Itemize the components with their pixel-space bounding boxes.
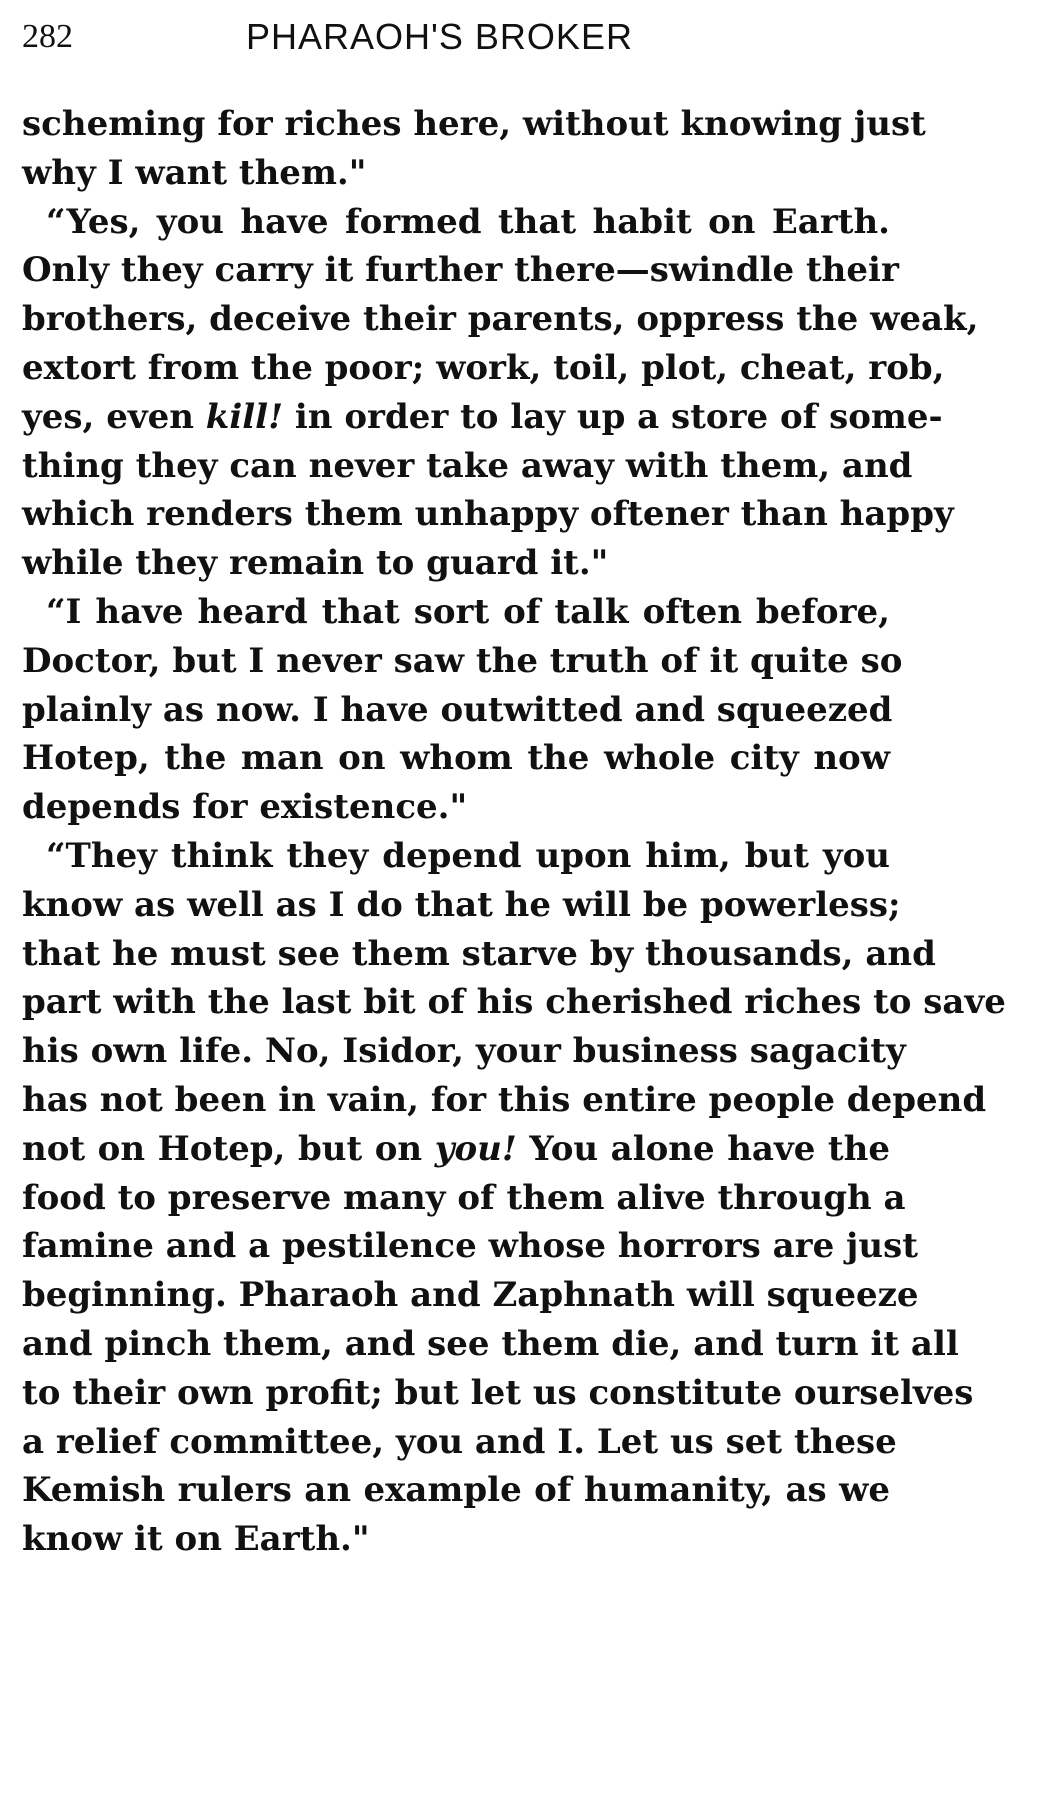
text-line [22, 393, 943, 442]
text-line: know it on Earth." [22, 1519, 370, 1560]
running-title: PHARAOH'S BROKER [246, 16, 633, 57]
text-line: Hotep, the man on whom the whole city now [22, 738, 890, 779]
text-line: “They think they depend upon him, but you [46, 835, 890, 876]
text-line: Only they carry it further there—swindle their [22, 250, 899, 291]
text-line: “I have heard that sort of talk often before, [46, 591, 890, 632]
text-line: beginning. Pharaoh and Zaphnath will squeeze [22, 1275, 919, 1316]
text-line: which renders them unhappy oftener than happy [22, 494, 954, 535]
text-line: famine and a pestilence whose horrors are just [22, 1226, 918, 1267]
text-line: a relief committee, you and I. Let us set these [22, 1421, 897, 1462]
text-line: why I want them." [22, 152, 367, 193]
emphasis-text: kill! [205, 396, 284, 437]
book-page [22, 0, 1006, 1560]
text-line [22, 1125, 890, 1174]
text-line: to their own profit; but let us constitute ourselves [22, 1372, 974, 1413]
text-line: that he must see them starve by thousands, and [22, 933, 936, 974]
text-line: depends for existence." [22, 787, 468, 828]
text-line: brothers, deceive their parents, oppress the weak, [22, 299, 979, 340]
text-line: Kemish rulers an example of humanity, as we [22, 1470, 890, 1511]
emphasis-text: you! [434, 1128, 517, 1169]
text-line: has not been in vain, for this entire people depend [22, 1079, 987, 1120]
text-line: while they remain to guard it." [22, 543, 609, 584]
text-line: part with the last bit of his cherished riches to save [22, 982, 1006, 1023]
text-line: plainly as now. I have outwitted and squeezed [22, 689, 893, 730]
text-segment: yes, even [22, 396, 194, 437]
text-segment: in order to lay up a store of some- [294, 396, 943, 437]
body-text [22, 100, 1006, 1564]
page-header [22, 0, 890, 72]
text-line: and pinch them, and see them die, and turn it all [22, 1323, 959, 1364]
text-line: Doctor, but I never saw the truth of it quite so [22, 640, 903, 681]
text-line: know as well as I do that he will be powerless; [22, 884, 901, 925]
text-line: scheming for riches here, without knowing just [22, 104, 926, 144]
text-line: thing they can never take away with them, and [22, 445, 913, 486]
page-number: 282 [22, 18, 73, 55]
text-segment: not on Hotep, but on [22, 1128, 423, 1169]
text-line: “Yes, you have formed that habit on Earth. [46, 201, 890, 242]
text-segment: You alone have the [529, 1128, 890, 1169]
text-line: his own life. No, Isidor, your business sagacity [22, 1031, 906, 1072]
text-line: extort from the poor; work, toil, plot, cheat, rob, [22, 347, 945, 388]
text-line: food to preserve many of them alive through a [22, 1177, 906, 1218]
